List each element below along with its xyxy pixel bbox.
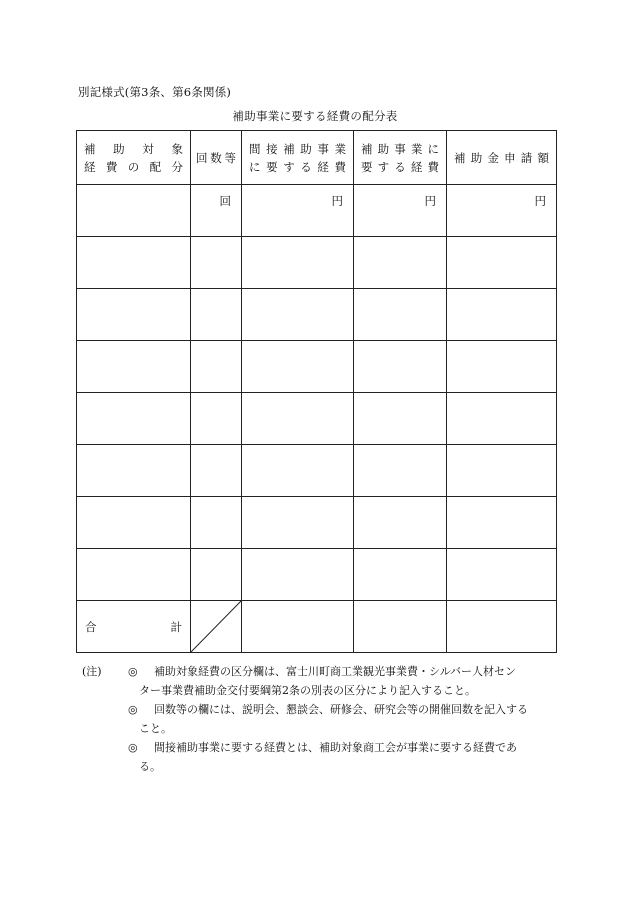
note-2-line-2: こと。 [139, 722, 172, 735]
cell-indirect-expense[interactable] [242, 549, 354, 601]
diagonal-strike [191, 601, 241, 652]
double-circle-mark: ◎ [128, 703, 138, 716]
cell-indirect-expense[interactable] [242, 289, 354, 341]
note-1 [82, 662, 562, 700]
table-row [77, 289, 557, 341]
total-char: 合 [85, 619, 97, 634]
total-project-expense[interactable] [354, 601, 447, 653]
header-row [77, 131, 557, 185]
table-row [77, 393, 557, 445]
notes-tag: (注) [82, 665, 102, 678]
cell-count[interactable] [191, 289, 242, 341]
cell-indirect-expense[interactable] [242, 445, 354, 497]
cell-count[interactable] [191, 341, 242, 393]
cell-category[interactable] [77, 289, 191, 341]
cell-category[interactable] [77, 341, 191, 393]
total-indirect-expense[interactable] [242, 601, 354, 653]
header-line: 補 助 対 象 [84, 141, 183, 156]
cell-subsidy-amount[interactable] [447, 445, 557, 497]
cell-subsidy-amount[interactable] [447, 185, 557, 237]
cell-category[interactable] [77, 497, 191, 549]
cell-count[interactable] [191, 497, 242, 549]
cell-count[interactable] [191, 237, 242, 289]
cell-project-expense[interactable] [354, 237, 447, 289]
header-line: 補 助 事 業 に [361, 141, 439, 156]
cell-category[interactable] [77, 185, 191, 237]
cell-project-expense[interactable] [354, 341, 447, 393]
header-line: に 要 す る 経 費 [249, 159, 346, 174]
double-circle-mark: ◎ [128, 741, 138, 754]
note-1-line-2: ター事業費補助金交付要綱第2条の別表の区分により記入すること。 [139, 684, 476, 697]
cell-count[interactable] [191, 445, 242, 497]
cell-indirect-expense[interactable] [242, 185, 354, 237]
cell-count[interactable] [191, 549, 242, 601]
cell-category[interactable] [77, 445, 191, 497]
note-3-line-2: る。 [139, 760, 161, 773]
form-label: 別記様式(第3条、第6条関係) [78, 85, 232, 99]
cell-project-expense[interactable] [354, 185, 447, 237]
cell-indirect-expense[interactable] [242, 497, 354, 549]
cell-subsidy-amount[interactable] [447, 341, 557, 393]
unit-yen: 円 [534, 194, 546, 208]
header-count: 回 数 等 [191, 131, 242, 185]
cell-project-expense[interactable] [354, 289, 447, 341]
header-subsidy-amount: 補 助 金 申 請 額 [447, 131, 557, 185]
header-project-expense [354, 131, 447, 185]
header-line: 間 接 補 助 事 業 [249, 141, 346, 156]
header-indirect-expense [242, 131, 354, 185]
unit-count: 回 [219, 194, 231, 208]
total-label-cell [77, 601, 191, 653]
cell-project-expense[interactable] [354, 549, 447, 601]
cell-subsidy-amount[interactable] [447, 393, 557, 445]
table-row [77, 237, 557, 289]
table-row [77, 185, 557, 237]
cell-project-expense[interactable] [354, 445, 447, 497]
cell-subsidy-amount[interactable] [447, 237, 557, 289]
table-row [77, 341, 557, 393]
unit-yen: 円 [331, 194, 343, 208]
note-2 [82, 700, 562, 738]
cell-category[interactable] [77, 549, 191, 601]
note-3-line-1: 間接補助事業に要する経費とは、補助対象商工会が事業に要する経費であ [154, 741, 517, 754]
cell-category[interactable] [77, 237, 191, 289]
table-row [77, 549, 557, 601]
cell-project-expense[interactable] [354, 497, 447, 549]
header-line: 要 す る 経 費 [361, 159, 439, 174]
cell-indirect-expense[interactable] [242, 341, 354, 393]
header-line: 経 費 の 配 分 [84, 159, 183, 174]
double-circle-mark: ◎ [128, 665, 138, 678]
cell-subsidy-amount[interactable] [447, 549, 557, 601]
header-expense-category [77, 131, 191, 185]
unit-yen: 円 [424, 194, 436, 208]
cell-count[interactable] [191, 393, 242, 445]
note-1-line-1: 補助対象経費の区分欄は、富士川町商工業観光事業費・シルバー人材セン [154, 665, 516, 678]
total-count-crossed [191, 601, 242, 653]
cell-subsidy-amount[interactable] [447, 289, 557, 341]
page-title: 補助事業に要する経費の配分表 [232, 109, 398, 123]
cell-indirect-expense[interactable] [242, 237, 354, 289]
table-row [77, 497, 557, 549]
cell-project-expense[interactable] [354, 393, 447, 445]
cell-indirect-expense[interactable] [242, 393, 354, 445]
cell-count[interactable] [191, 185, 242, 237]
total-row [77, 601, 557, 653]
cell-subsidy-amount[interactable] [447, 497, 557, 549]
note-3 [82, 738, 562, 776]
table-row [77, 445, 557, 497]
total-char: 計 [170, 619, 182, 634]
total-subsidy-amount[interactable] [447, 601, 557, 653]
allocation-table [76, 130, 557, 653]
note-2-line-1: 回数等の欄には、説明会、懇談会、研修会、研究会等の開催回数を記入する [154, 703, 528, 716]
cell-category[interactable] [77, 393, 191, 445]
notes [82, 662, 562, 776]
